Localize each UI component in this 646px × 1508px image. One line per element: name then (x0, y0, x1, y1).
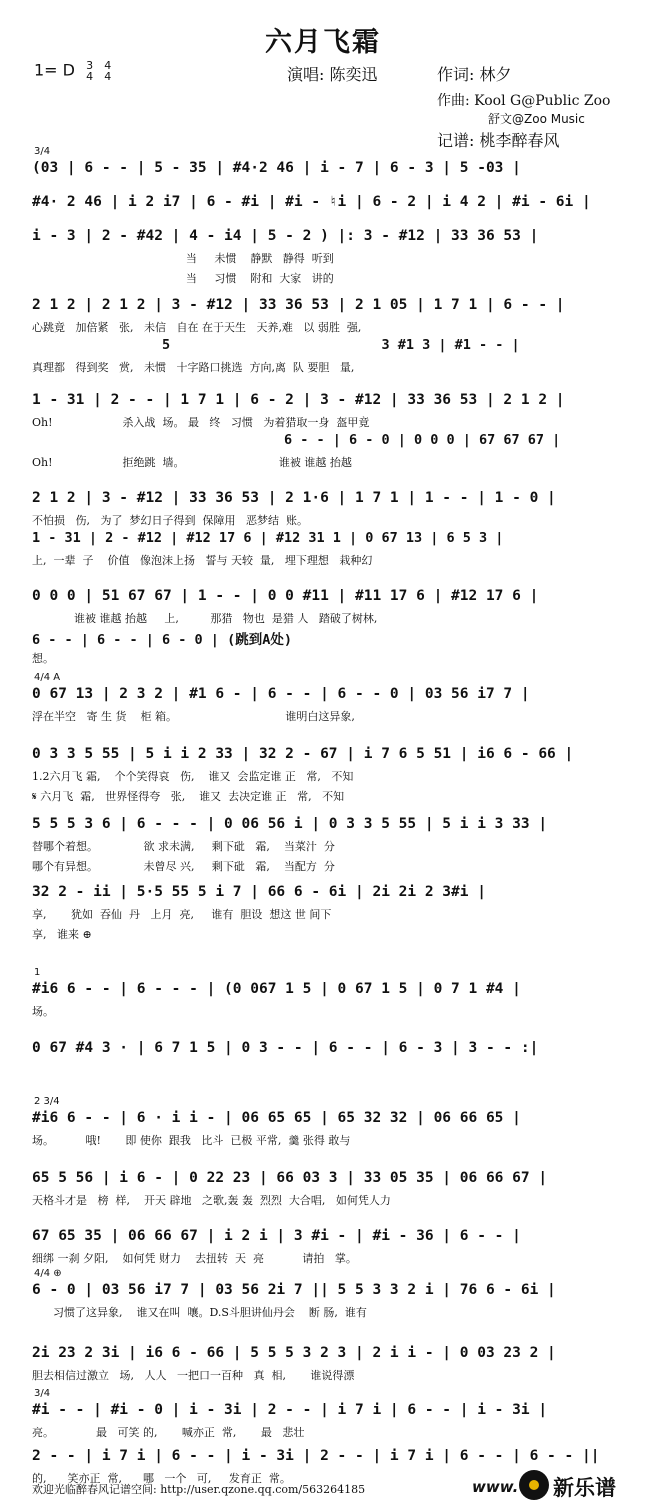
notation-line: 32 2 - ii | 5·5 55 5 i 7 | 66 6 - 6i | 2i 2i 2 3#i | (32, 884, 486, 900)
notation-line: #i6 6 - - | 6 - - - | (0 067 1 5 | 0 67 1 5 | 0 7 1 #4 | (32, 981, 521, 997)
notation-line-alt: 5 3 #1 3 | #1 - - | (32, 337, 520, 353)
lyric-line: 的, 笑亦正 常, 哪 一个 可, 发育正 常。 (32, 1472, 291, 1485)
lyric-line: 谁被 谁越 抬越 上, 那猎 物也 是猎 人 踏破了树林, (32, 612, 378, 625)
lyric-line: 上, 一辈 子 价值 像泡沫上扬 誓与 天较 量, 埋下理想 栽种幻 (32, 554, 373, 567)
lyric-line: 场。 哦! 即 使你 跟我 比斗 已极 平常, 羹 张得 敢与 (32, 1134, 351, 1147)
key-signature (34, 60, 111, 82)
notation-line: 2 - - | i 7 i | 6 - - | i - 3i | 2 - - | i 7 i | 6 - - | 6 - - || (32, 1448, 600, 1464)
lyric-line: 天格斗才是 榜 样, 开天 辟地 之歌,轰 轰 烈烈 大合唱, 如何凭人力 (32, 1194, 391, 1207)
footer-site: www. (472, 1478, 519, 1496)
composer-credit-2: 舒文@Zoo Music (488, 112, 585, 126)
notation-line: 67 65 35 | 06 66 67 | i 2 i | 3 #i - | #i - 36 | 6 - - | (32, 1228, 521, 1244)
time-signature-4-4: 4 4 (104, 59, 112, 83)
lyric-line: 亮。 最 可笑 的, 喊亦正 常, 最 悲壮 (32, 1426, 305, 1439)
section-mark: 3/4 (34, 146, 51, 157)
score-title: 六月飞霜 (265, 27, 381, 58)
notation-line-alt: 1 - 31 | 2 - #12 | #12 17 6 | #12 31 1 | 0 67 13 | 6 5 3 | (32, 530, 504, 546)
section-mark: 1 (34, 967, 41, 978)
notation-line: 2 1 2 | 3 - #12 | 33 36 53 | 2 1·6 | 1 7 1 | 1 - - | 1 - 0 | (32, 490, 556, 506)
lyric-line: 细绑 一刹 夕阳, 如何凭 财力 去扭转 天 亮 请拍 掌。 (32, 1252, 357, 1265)
notation-line-alt: 6 - - | 6 - 0 | 0 0 0 | 67 67 67 | (32, 432, 561, 448)
lyric-line: 想。 (32, 652, 54, 665)
lyric-line: Oh! 杀入战 场。 最 终 习惯 为着猎取一身 盔甲竟 (32, 416, 370, 429)
notation-line: 2 1 2 | 2 1 2 | 3 - #12 | 33 36 53 | 2 1 05 | 1 7 1 | 6 - - | (32, 297, 565, 313)
lyric-line: 不怕损 伤, 为了 梦幻日子得到 保障用 恶梦结 账。 (32, 514, 308, 527)
notation-line: 65 5 56 | i 6 - | 0 22 23 | 66 03 3 | 33 05 35 | 06 66 67 | (32, 1170, 548, 1186)
lyric-line: 当 习惯 附和 大家 讲的 (32, 272, 334, 285)
section-mark: 4/4 A (34, 672, 61, 683)
logo-text: 新乐谱 (553, 1476, 616, 1500)
lyric-line: 心跳竟 加倍紧 张, 未信 自在 在于天生 天养,难 以 弱胜 强, (32, 321, 362, 334)
notation-line: #4· 2 46 | i 2 i7 | 6 - #i | #i - ♮i | 6 - 2 | i 4 2 | #i - 6i | (32, 194, 591, 210)
lyric-line: 真理都 得到奖 赏, 未惯 十字路口挑选 方向,离 队 要胆 量, (32, 361, 355, 374)
site-logo[interactable] (519, 1470, 643, 1502)
lyric-line: 习惯了这异象, 谁又在叫 嚷。D.S斗胆讲仙丹会 断 肠, 谁有 (32, 1306, 367, 1319)
singer-credit: 演唱: 陈奕迅 (287, 65, 378, 84)
lyric-line: Oh! 拒绝跳 墙。 谁被 谁越 抬越 (32, 456, 352, 469)
section-mark: 4/4 ⊕ (34, 1268, 62, 1279)
notation-line: i - 3 | 2 - #42 | 4 - i4 | 5 - 2 ) |: 3 - #12 | 33 36 53 | (32, 228, 539, 244)
notation-line: 6 - 0 | 03 56 i7 7 | 03 56 2i 7 || 5 5 3 3 2 i | 76 6 - 6i | (32, 1282, 556, 1298)
transcriber-credit: 记谱: 桃李醉春风 (437, 131, 560, 150)
lyricist-credit: 作词: 林夕 (437, 65, 512, 84)
notation-line: 0 67 #4 3 · | 6 7 1 5 | 0 3 - - | 6 - - | 6 - 3 | 3 - - :| (32, 1040, 539, 1056)
composer-credit: 作曲: Kool G@Public Zoo (437, 93, 611, 109)
lyric-line: 当 未惯 静默 静得 听到 (32, 252, 334, 265)
disc-icon (519, 1470, 549, 1500)
lyric-line: 浮在半空 寄 生 货 柜 箱。 谁明白这异象, (32, 710, 355, 723)
notation-line: 0 0 0 | 51 67 67 | 1 - - | 0 0 #11 | #11 17 6 | #12 17 6 | (32, 588, 539, 604)
section-mark: 2 3/4 (34, 1096, 60, 1107)
notation-line: 2i 23 2 3i | i6 6 - 66 | 5 5 5 3 2 3 | 2 i i - | 0 03 23 2 | (32, 1345, 556, 1361)
notation-line: 1 - 31 | 2 - - | 1 7 1 | 6 - 2 | 3 - #12 | 33 36 53 | 2 1 2 | (32, 392, 565, 408)
section-mark: 3/4 (34, 1388, 51, 1399)
notation-line: #i6 6 - - | 6 · i i - | 06 65 65 | 65 32 32 | 06 66 65 | (32, 1110, 521, 1126)
time-signature-3-4: 3 4 (86, 59, 94, 83)
notation-line: 0 3 3 5 55 | 5 i i 2 33 | 32 2 - 67 | i 7 6 5 51 | i6 6 - 66 | (32, 746, 574, 762)
lyric-line: 哪个有异想。 未曾尽 兴, 剩下砒 霜, 当配方 分 (32, 860, 335, 873)
key-label: 1= D (34, 60, 75, 80)
notation-line: (03 | 6 - - | 5 - 35 | #4·2 46 | i - 7 | 6 - 3 | 5 -03 | (32, 160, 521, 176)
notation-line: 5 5 5 3 6 | 6 - - - | 0 06 56 i | 0 3 3 5 55 | 5 i i 3 33 | (32, 816, 548, 832)
notation-line: 0 67 13 | 2 3 2 | #1 6 - | 6 - - | 6 - - 0 | 03 56 i7 7 | (32, 686, 530, 702)
notation-line-alt: 6 - - | 6 - - | 6 - 0 | (跳到A处) (32, 632, 292, 648)
lyric-line: 1.2六月飞 霜, 个个笑得哀 伤, 谁又 会监定谁 正 常, 不知 (32, 770, 354, 783)
lyric-line: 胆去相信过激立 场, 人人 一把口一百种 真 相, 谁说得漂 (32, 1369, 355, 1382)
lyric-line: 替哪个着想。 欲 求未满, 剩下砒 霜, 当菜汁 分 (32, 840, 335, 853)
lyric-line: 场。 (32, 1005, 54, 1018)
lyric-line: 𝄋 六月飞 霜, 世界怪得夸 张, 谁又 去决定谁 正 常, 不知 (32, 790, 345, 803)
lyric-line: 享, 谁来 ⊕ (32, 928, 92, 941)
lyric-line: 享, 犹如 吞仙 丹 上月 亮, 谁有 胆设 想这 世 间下 (32, 908, 332, 921)
footer-url[interactable]: 欢迎光临醉春风记谱空间: http://user.qzone.qq.com/563264185 (32, 1483, 366, 1496)
notation-line: #i - - | #i - 0 | i - 3i | 2 - - | i 7 i | 6 - - | i - 3i | (32, 1402, 548, 1418)
